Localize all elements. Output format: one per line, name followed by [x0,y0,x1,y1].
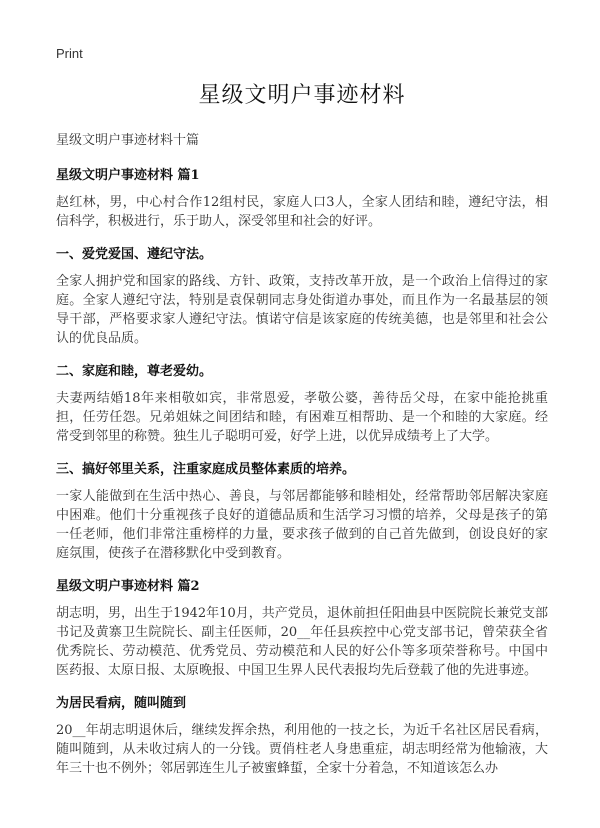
print-link[interactable]: Print [56,46,83,61]
section-paragraph: 20__年胡志明退休后，继续发挥余热，利用他的一技之长，为近千名社区居民看病，随叫随到，从未收过病人的一分钱。贾俏柱老人身患重症，胡志明经常为他输液，大年三十也不例外；邻居郭连生儿子被蜜蜂蜇，全家十分着急，不知道该怎么办 [56,723,548,776]
document-page [56,78,548,790]
article1-intro: 赵红林，男，中心村合作12组村民，家庭人口3人，全家人团结和睦，遵纪守法，相信科学，积极进行，乐于助人，深受邻里和社会的好评。 [56,195,548,229]
section-heading: 为居民看病，随叫随到 [56,696,187,711]
section-paragraph: 全家人拥护党和国家的路线、方针、政策，支持改革开放，是一个政治上信得过的家庭。全家人遵纪守法，特别是袁保朝同志身处街道办事处，而且作为一名最基层的领导干部，严格要求家人遵纪守法。慎诺守信是该家庭的传统美德，也是邻里和社会公认的优良品质。 [56,274,548,346]
section-heading: 三、搞好邻里关系，注重家庭成员整体素质的培养。 [56,462,356,477]
article2-intro: 胡志明，男，出生于1942年10月，共产党员，退休前担任阳曲县中医院院长兼党支部书记及黄寨卫生院院长、副主任医师，20__年任县疾控中心党支部书记，曾荣获全省优秀院长、劳动模范、优秀党员、劳动模范和人民的好公仆等多项荣誉称号。中国中医药报、太原日报、太原晚报、中国卫生界人民代表报均先后登载了他的先进事迹。 [56,606,548,678]
article-heading-2: 星级文明户事迹材料 篇2 [56,579,200,594]
document-subtitle: 星级文明户事迹材料十篇 [56,133,200,148]
article-heading-1: 星级文明户事迹材料 篇1 [56,168,200,183]
page-title: 星级文明户事迹材料 [198,83,406,108]
section-heading: 二、家庭和睦，尊老爱幼。 [56,364,213,379]
section-paragraph: 一家人能做到在生活中热心、善良，与邻居都能够和睦相处，经常帮助邻居解决家庭中困难。他们十分重视孩子良好的道德品质和生活学习习惯的培养，父母是孩子的第一任老师，他们非常注重榜样的力量，要求孩子做到的自己首先做到，创设良好的家庭氛围，使孩子在潜移默化中受到教育。 [56,489,548,561]
section-heading: 一、爱党爱国、遵纪守法。 [56,247,213,262]
section-paragraph: 夫妻两结婚18年来相敬如宾，非常恩爱，孝敬公婆，善待岳父母，在家中能抢挑重担，任劳任怨。兄弟姐妹之间团结和睦，有困难互相帮助、是一个和睦的大家庭。经常受到邻里的称赞。独生儿子聪明可爱，好学上进，以优异成绩考上了大学。 [56,391,548,444]
